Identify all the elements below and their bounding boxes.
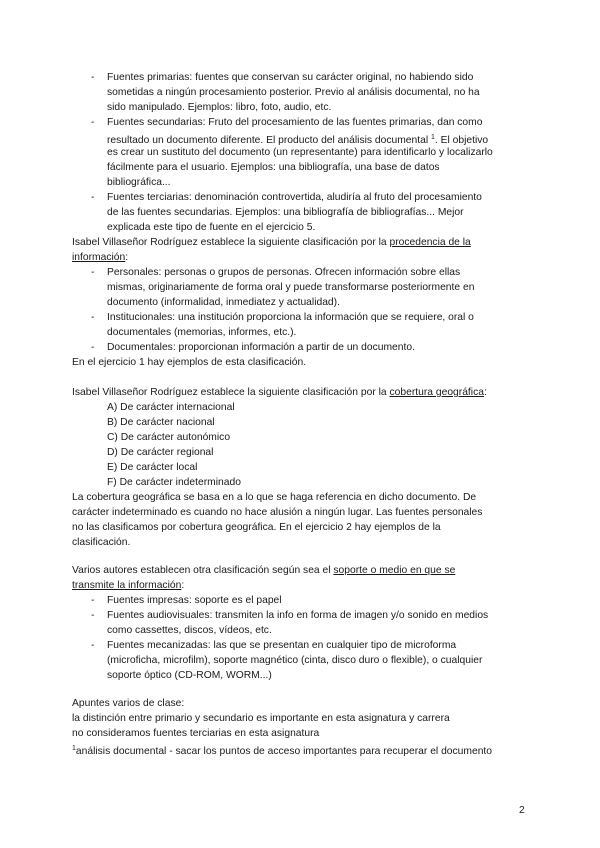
lettered-item: B) De carácter nacional [107, 417, 215, 428]
list-item-line: soporte óptico (CD-ROM, WORM...) [107, 670, 272, 681]
footnote-text: análisis documental - sacar los puntos de acceso importantes para recuperar el documento [75, 746, 493, 757]
text-segment: resultado un documento diferente. El producto del análisis documental [107, 135, 429, 146]
bullet-dash: - [91, 640, 95, 651]
list-item-line: sometidas a ningún procesamiento posterior. Previo al análisis documental, no ha [107, 87, 480, 98]
paragraph-line: la distinción entre primario y secundario es importante en esta asignatura y carrera [72, 713, 450, 724]
underlined-term: cobertura geográfica [389, 387, 484, 398]
list-item-line: explicada este tipo de fuente en el ejercicio 5. [107, 222, 316, 233]
text-segment: : [483, 387, 487, 398]
footnote-reference[interactable]: 1 [431, 134, 435, 141]
text-segment: Isabel Villaseñor Rodríguez establece la siguiente clasificación por la [72, 387, 387, 398]
list-item-line: como cassettes, discos, vídeos, etc. [107, 625, 272, 636]
list-item-line: Fuentes audiovisuales: transmiten la info en forma de imagen y/o sonido en medios [107, 610, 489, 621]
list-item-line: de las fuentes secundarias. Ejemplos: una bibliografía de bibliografías... Mejor [107, 207, 464, 218]
list-item-line: documentales (memorias, informes, etc.). [107, 327, 297, 338]
page-number: 2 [519, 805, 525, 816]
lettered-item: D) De carácter regional [107, 447, 214, 458]
bullet-dash: - [91, 595, 95, 606]
paragraph-line: La cobertura geográfica se basa en a lo que se haga referencia en dicho documento. De [72, 492, 477, 503]
paragraph-line: carácter indeterminado es cuando no hace alusión a ningún lugar. Las fuentes personales [72, 507, 483, 518]
lettered-item: A) De carácter internacional [107, 402, 235, 413]
paragraph-line [72, 251, 128, 264]
text-segment: Isabel Villaseñor Rodríguez establece la siguiente clasificación por la [72, 237, 387, 248]
list-item-line: bibliográfica... [107, 177, 171, 188]
list-item-line: Fuentes terciarias: denominación controvertida, aludiría al fruto del procesamiento [107, 192, 482, 203]
list-item-line: fácilmente para el usuario. Ejemplos: una bibliografía, una base de datos [107, 162, 440, 173]
underlined-term: información [72, 252, 126, 263]
paragraph-line [72, 564, 455, 577]
underlined-term: procedencia de la [389, 237, 471, 248]
paragraph-line: no consideramos fuentes terciarias en esta asignatura [72, 728, 320, 739]
bullet-dash: - [91, 610, 95, 621]
list-item-line [107, 131, 488, 144]
underlined-term: soporte o medio en que se [333, 565, 456, 576]
bullet-dash: - [91, 342, 95, 353]
list-item-line: Fuentes secundarias: Fruto del procesamiento de las fuentes primarias, dan como [107, 117, 483, 128]
list-item-line: sido manipulado. Ejemplos: libro, foto, audio, etc. [107, 102, 332, 113]
list-item-line: mismas, originariamente de forma oral y puede transformarse posteriormente en [107, 282, 475, 293]
list-item-line: Documentales: proporcionan información a partir de un documento. [107, 342, 415, 353]
bullet-dash: - [91, 117, 95, 128]
bullet-dash: - [91, 267, 95, 278]
list-item-line: Fuentes mecanizadas: las que se presentan en cualquier tipo de microforma [107, 640, 457, 651]
list-item-line: Fuentes impresas: soporte es el papel [107, 595, 282, 606]
list-item-line: Fuentes primarias: fuentes que conservan su carácter original, no habiendo sido [107, 72, 474, 83]
footnote-marker: 1 [72, 745, 76, 752]
paragraph-line: En el ejercicio 1 hay ejemplos de esta clasificación. [72, 357, 307, 368]
list-item-line: documento (informalidad, inmediatez y actualidad). [107, 297, 340, 308]
text-segment: : [181, 580, 185, 591]
paragraph-line [72, 579, 184, 592]
list-item-line: es crear un sustituto del documento (un representante) para identificarlo y localizarlo [107, 147, 493, 158]
list-item-line: Institucionales: una institución proporciona la información que se requiere, oral o [107, 312, 474, 323]
text-segment: Varios autores establecen otra clasificación según sea el [72, 565, 331, 576]
paragraph-line [72, 236, 471, 249]
bullet-dash: - [91, 192, 95, 203]
footnote [72, 742, 492, 755]
lettered-item: E) De carácter local [107, 462, 198, 473]
notes-title: Apuntes varios de clase: [72, 698, 185, 709]
bullet-dash: - [91, 72, 95, 83]
bullet-dash: - [91, 312, 95, 323]
lettered-item: F) De carácter indeterminado [107, 477, 241, 488]
paragraph-line: no las clasificamos por cobertura geográfica. En el ejercicio 2 hay ejemplos de la [72, 522, 441, 533]
text-segment: . El objetivo [434, 135, 489, 146]
list-item-line: (microficha, microfilm), soporte magnético (cinta, disco duro o flexible), o cualquier [107, 655, 483, 666]
underlined-term: transmite la información [72, 580, 182, 591]
text-segment: : [125, 252, 129, 263]
list-item-line: Personales: personas o grupos de personas. Ofrecen información sobre ellas [107, 267, 461, 278]
lettered-item: C) De carácter autonómico [107, 432, 231, 443]
paragraph-line: clasificación. [72, 537, 131, 548]
paragraph-line [72, 386, 487, 399]
